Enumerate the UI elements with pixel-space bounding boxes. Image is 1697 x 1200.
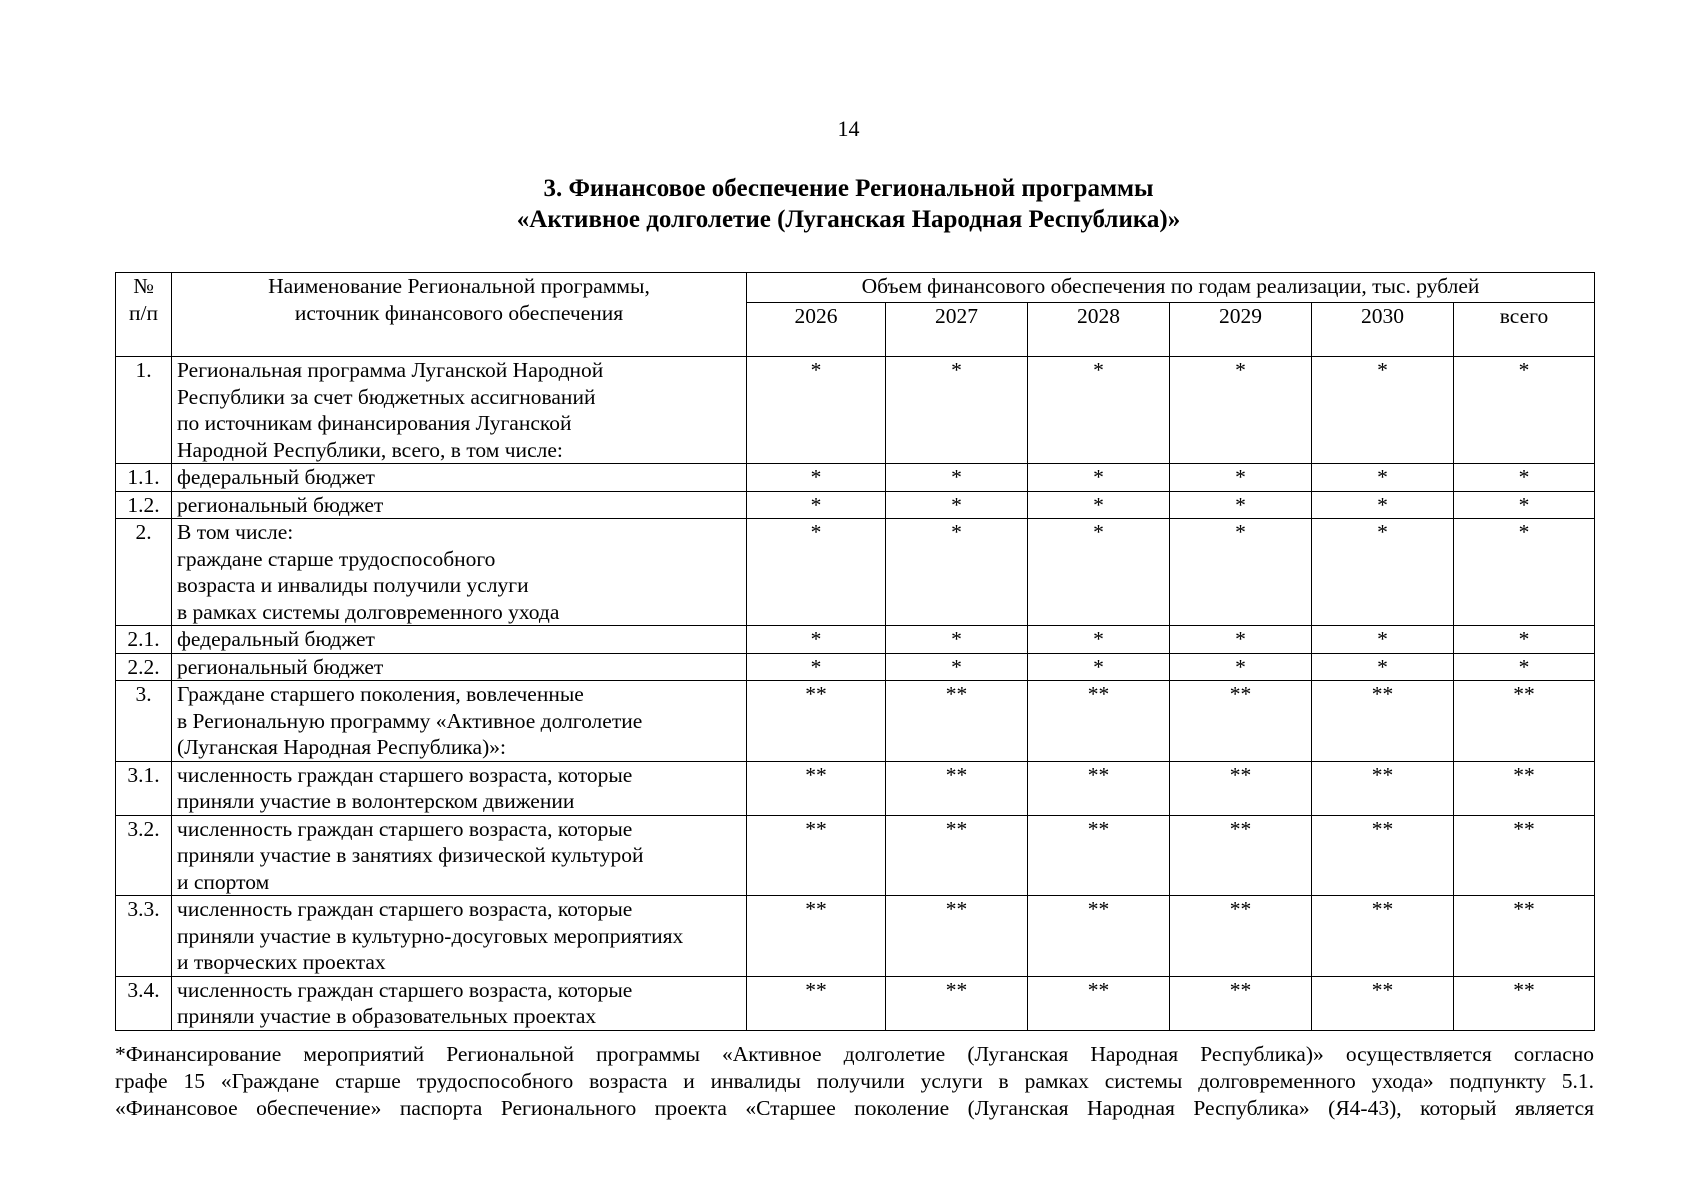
row-value-cell: **	[1454, 896, 1595, 977]
row-value-cell: *	[886, 653, 1028, 681]
row-value-cell: **	[886, 896, 1028, 977]
row-value-cell: **	[886, 681, 1028, 762]
table-row	[116, 976, 1595, 1030]
row-name-line: численность граждан старшего возраста, которые	[177, 977, 633, 1002]
page-number: 14	[837, 116, 860, 141]
header-group-cell: Объем финансового обеспечения по годам реализации, тыс. рублей	[747, 273, 1595, 303]
header-name-line-2: источник финансового обеспечения	[294, 300, 624, 325]
row-name-cell	[172, 626, 747, 654]
table-row	[116, 896, 1595, 977]
header-num-line-1: №	[133, 274, 154, 298]
row-value-cell: *	[1454, 519, 1595, 626]
section-title-line-2: «Активное долголетие (Луганская Народная Республика)»	[516, 206, 1181, 233]
row-value-cell: *	[1312, 519, 1454, 626]
row-number-cell: 3.4.	[116, 976, 172, 1030]
row-value-cell: **	[1454, 815, 1595, 896]
table-row	[116, 464, 1595, 492]
row-value-cell: *	[1028, 626, 1170, 654]
row-value-cell: *	[1028, 653, 1170, 681]
row-number-cell: 2.1.	[116, 626, 172, 654]
row-name-line: Республики за счет бюджетных ассигнований	[177, 384, 596, 409]
row-value-cell: *	[1170, 464, 1312, 492]
row-value-cell: **	[747, 761, 886, 815]
table-row	[116, 626, 1595, 654]
row-number-cell: 3.2.	[116, 815, 172, 896]
row-name-line: и творческих проектах	[177, 950, 386, 974]
table-row	[116, 519, 1595, 626]
row-value-cell: *	[747, 626, 886, 654]
row-value-cell: *	[1454, 491, 1595, 519]
header-name-cell	[172, 273, 747, 357]
row-value-cell: *	[1312, 357, 1454, 464]
row-value-cell: **	[1312, 976, 1454, 1030]
row-value-cell: **	[886, 761, 1028, 815]
row-name-line: (Луганская Народная Республика)»:	[177, 735, 506, 759]
row-name-cell	[172, 761, 747, 815]
row-value-cell: *	[1312, 464, 1454, 492]
row-name-cell	[172, 896, 747, 977]
row-value-cell: **	[886, 976, 1028, 1030]
row-name-line: приняли участие в занятиях физической культурой	[177, 843, 644, 867]
header-year-2026: 2026	[747, 303, 886, 357]
section-title	[0, 173, 1697, 235]
row-name-cell	[172, 464, 747, 492]
row-value-cell: *	[1028, 357, 1170, 464]
financing-table-body	[116, 273, 1595, 1031]
row-value-cell: *	[1454, 357, 1595, 464]
row-number-cell: 2.	[116, 519, 172, 626]
row-name-line: региональный бюджет	[177, 654, 384, 679]
row-name-cell	[172, 976, 747, 1030]
row-name-line: возраста и инвалиды получили услуги	[177, 573, 529, 597]
header-name-line-1: Наименование Региональной программы,	[268, 274, 650, 298]
row-value-cell: **	[1454, 761, 1595, 815]
row-name-line: федеральный бюджет	[177, 465, 375, 489]
row-number-cell: 2.2.	[116, 653, 172, 681]
row-name-line: граждане старше трудоспособного	[177, 546, 496, 571]
row-value-cell: **	[747, 976, 886, 1030]
row-value-cell: *	[747, 464, 886, 492]
row-name-line: федеральный бюджет	[177, 627, 375, 651]
row-value-cell: **	[1170, 761, 1312, 815]
row-name-line: численность граждан старшего возраста, которые	[177, 897, 633, 921]
row-value-cell: *	[886, 626, 1028, 654]
row-value-cell: *	[1312, 626, 1454, 654]
row-value-cell: **	[1312, 896, 1454, 977]
row-value-cell: *	[1170, 626, 1312, 654]
row-value-cell: **	[1454, 976, 1595, 1030]
row-value-cell: **	[1028, 761, 1170, 815]
row-value-cell: *	[886, 519, 1028, 626]
row-number-cell: 3.3.	[116, 896, 172, 977]
header-year-2028: 2028	[1028, 303, 1170, 357]
footnote	[115, 1041, 1594, 1122]
row-value-cell: **	[886, 815, 1028, 896]
row-value-cell: **	[1312, 815, 1454, 896]
row-value-cell: **	[1170, 976, 1312, 1030]
row-number-cell: 1.1.	[116, 464, 172, 492]
row-name-cell	[172, 815, 747, 896]
row-name-line: и спортом	[177, 869, 270, 894]
row-number-cell: 1.2.	[116, 491, 172, 519]
header-num-line-2: п/п	[129, 300, 158, 325]
section-title-line-1: 3. Финансовое обеспечение Региональной программы	[543, 175, 1154, 202]
row-name-line: приняли участие в образовательных проектах	[177, 1004, 597, 1028]
row-value-cell: *	[1170, 519, 1312, 626]
row-value-cell: *	[747, 519, 886, 626]
row-value-cell: **	[1028, 815, 1170, 896]
row-value-cell: *	[747, 653, 886, 681]
row-name-line: Региональная программа Луганской Народной	[177, 358, 604, 382]
header-num-cell	[116, 273, 172, 357]
row-name-line: численность граждан старшего возраста, которые	[177, 816, 633, 841]
row-value-cell: *	[1454, 653, 1595, 681]
row-name-cell	[172, 653, 747, 681]
header-year-2029: 2029	[1170, 303, 1312, 357]
row-value-cell: *	[747, 357, 886, 464]
row-name-cell	[172, 357, 747, 464]
row-name-cell	[172, 519, 747, 626]
footnote-line-3: «Финансовое обеспечение» паспорта Регионального проекта «Старшее поколение (Луганская Народная Республика» (Я4-43), который является	[115, 1096, 1594, 1120]
row-name-line: В том числе:	[177, 520, 294, 544]
row-value-cell: *	[1028, 491, 1170, 519]
table-row	[116, 653, 1595, 681]
row-name-line: региональный бюджет	[177, 492, 384, 517]
row-name-cell	[172, 491, 747, 519]
table-row	[116, 761, 1595, 815]
row-value-cell: **	[1170, 815, 1312, 896]
row-name-line: в Региональную программу «Активное долголетие	[177, 708, 643, 733]
row-value-cell: *	[1454, 464, 1595, 492]
financing-table	[115, 272, 1595, 1031]
row-value-cell: *	[1170, 357, 1312, 464]
row-value-cell: *	[886, 357, 1028, 464]
row-name-line: численность граждан старшего возраста, которые	[177, 762, 633, 787]
row-value-cell: *	[1170, 491, 1312, 519]
row-value-cell: **	[1028, 976, 1170, 1030]
row-value-cell: **	[1312, 681, 1454, 762]
row-value-cell: *	[1312, 491, 1454, 519]
row-value-cell: **	[1170, 896, 1312, 977]
row-value-cell: **	[747, 815, 886, 896]
header-row-1	[116, 273, 1595, 303]
footnote-line-2: графе 15 «Граждане старше трудоспособного возраста и инвалиды получили услуги в рамках системы долговременного ухода» подпункту 5.1.	[115, 1069, 1594, 1093]
row-value-cell: *	[886, 464, 1028, 492]
row-name-line: приняли участие в культурно-досуговых мероприятиях	[177, 923, 684, 948]
row-name-line: приняли участие в волонтерском движении	[177, 789, 575, 813]
row-number-cell: 3.1.	[116, 761, 172, 815]
header-year-2027: 2027	[886, 303, 1028, 357]
row-number-cell: 3.	[116, 681, 172, 762]
row-value-cell: **	[747, 681, 886, 762]
row-number-cell: 1.	[116, 357, 172, 464]
header-total: всего	[1454, 303, 1595, 357]
row-name-cell	[172, 681, 747, 762]
table-row	[116, 815, 1595, 896]
row-value-cell: **	[1028, 896, 1170, 977]
row-value-cell: *	[886, 491, 1028, 519]
row-value-cell: **	[1028, 681, 1170, 762]
header-year-2030: 2030	[1312, 303, 1454, 357]
row-name-line: Народной Республики, всего, в том числе:	[177, 437, 563, 462]
row-name-line: по источникам финансирования Луганской	[177, 411, 572, 435]
row-name-line: Граждане старшего поколения, вовлеченные	[177, 682, 584, 706]
table-row	[116, 357, 1595, 464]
table-row	[116, 681, 1595, 762]
table-row	[116, 491, 1595, 519]
footnote-line-1: *Финансирование мероприятий Региональной программы «Активное долголетие (Луганская Народная Республика)» осуществляется согласно	[115, 1042, 1594, 1066]
row-value-cell: *	[1454, 626, 1595, 654]
row-value-cell: *	[1312, 653, 1454, 681]
row-value-cell: *	[747, 491, 886, 519]
row-value-cell: *	[1170, 653, 1312, 681]
row-value-cell: **	[1454, 681, 1595, 762]
row-value-cell: *	[1028, 519, 1170, 626]
row-name-line: в рамках системы долговременного ухода	[177, 599, 560, 624]
row-value-cell: **	[747, 896, 886, 977]
row-value-cell: **	[1312, 761, 1454, 815]
row-value-cell: **	[1170, 681, 1312, 762]
row-value-cell: *	[1028, 464, 1170, 492]
